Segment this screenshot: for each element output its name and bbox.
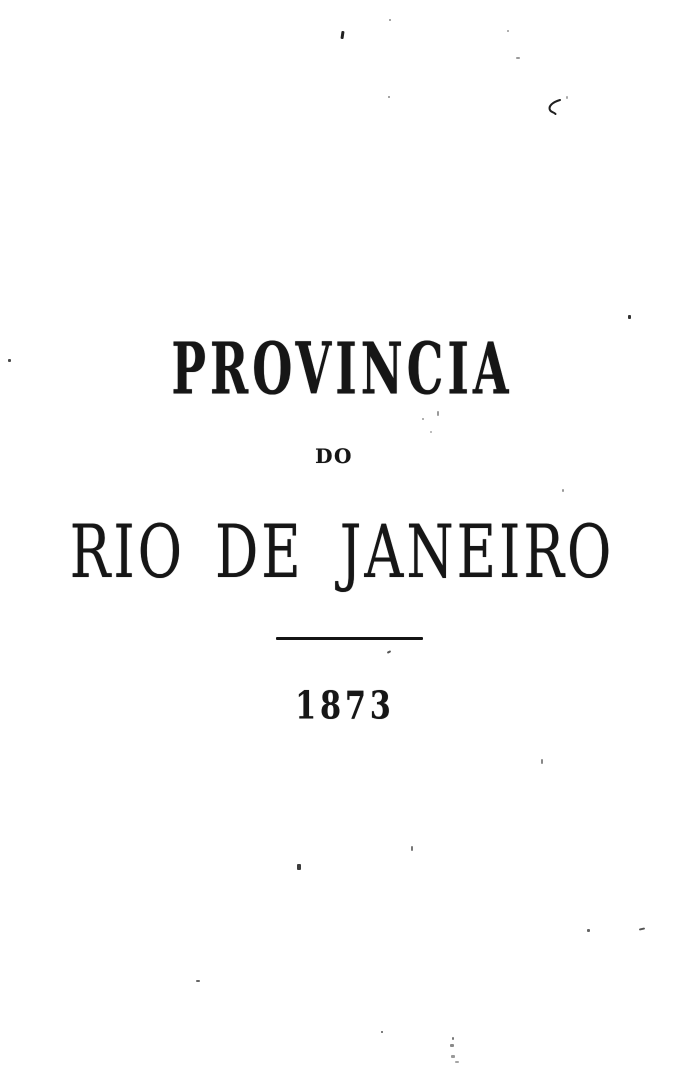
- title-place-word-2: DE: [214, 509, 304, 595]
- scan-speck: [340, 31, 344, 39]
- title-region: PROVINCIA: [171, 326, 513, 411]
- scan-speck: [507, 30, 509, 32]
- title-place-word-1: RIO: [69, 509, 185, 595]
- scan-hook-mark: [546, 99, 563, 116]
- scan-speck: [297, 864, 301, 870]
- scan-speck: [587, 929, 590, 932]
- scan-speck: [8, 359, 11, 362]
- scan-speck: [562, 489, 564, 492]
- scan-speck: [430, 431, 432, 433]
- divider-rule: [276, 637, 423, 640]
- scan-speck: [541, 759, 543, 764]
- scan-speck: [422, 418, 424, 420]
- scan-speck: [381, 1031, 383, 1033]
- scan-speck: [450, 1044, 454, 1047]
- title-place-word-3: JANEIRO: [339, 509, 615, 595]
- scan-speck: [388, 96, 390, 98]
- scan-speck: [516, 57, 520, 59]
- scan-speck: [455, 1061, 459, 1063]
- title-connector: DO: [315, 444, 353, 468]
- scan-speck: [389, 19, 391, 21]
- scan-speck: [411, 846, 413, 851]
- scan-speck: [566, 96, 568, 99]
- scan-speck: [452, 1037, 454, 1040]
- title-year: 1873: [295, 684, 395, 729]
- scan-speck: [451, 1055, 455, 1058]
- title-place: [69, 509, 615, 595]
- scan-speck: [628, 315, 631, 319]
- scan-speck: [639, 927, 645, 930]
- scan-speck: [196, 980, 200, 982]
- scan-speck: [387, 650, 391, 654]
- scan-speck: [437, 411, 439, 416]
